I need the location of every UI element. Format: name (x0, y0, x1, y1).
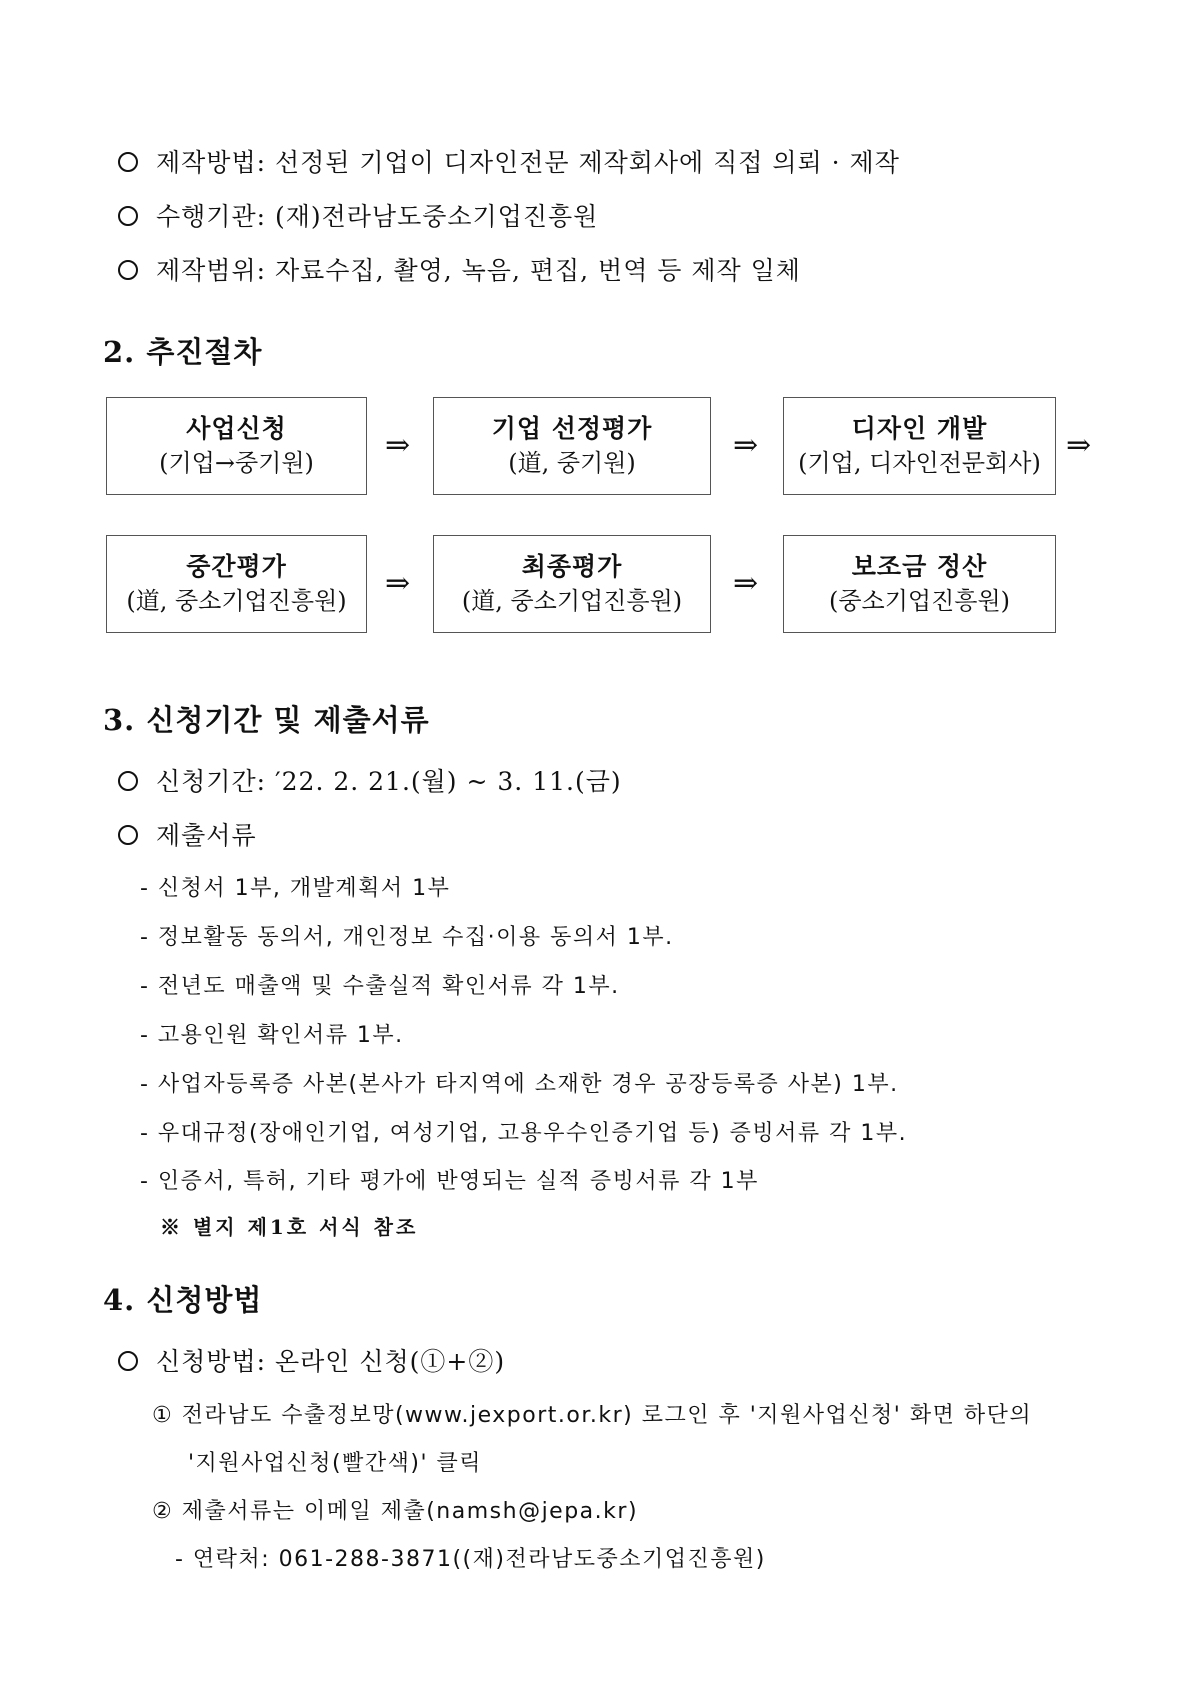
step-sub: (道, 중기원) (508, 449, 636, 477)
circle-bullet-icon (118, 1351, 138, 1371)
step-title: 보조금 정산 (851, 552, 988, 581)
circle-bullet-icon (118, 152, 138, 172)
step-box-selection (433, 397, 711, 495)
step-sub: (기업, 디자인전문회사) (798, 449, 1041, 477)
step-one-line-cont: '지원사업신청(빨간색)' 클릭 (188, 1451, 483, 1476)
doc-item: - 우대규정(장애인기업, 여성기업, 고용우수인증기업 등) 증빙서류 각 1부. (140, 1121, 908, 1146)
form-reference-note: ※ 별지 제1호 서식 참조 (160, 1215, 419, 1239)
circle-bullet-icon (118, 260, 138, 280)
step-sub: (중소기업진흥원) (828, 587, 1010, 615)
right-double-arrow-icon: ⇒ (1066, 428, 1092, 463)
step-title: 최종평가 (521, 552, 623, 581)
method-online-bullet: 신청방법: 온라인 신청(①+②) (118, 1342, 505, 1378)
step-box-apply (106, 397, 367, 495)
step-title: 중간평가 (186, 552, 287, 581)
section-title-period-docs: 3. 신청기간 및 제출서류 (103, 703, 430, 737)
period-bullet: 신청기간: ′22. 2. 21.(월) ~ 3. 11.(금) (118, 762, 622, 798)
step-one-line: ① 전라남도 수출정보망(www.jexport.or.kr) 로그인 후 '지원사업신청' 화면 하단의 (152, 1403, 1033, 1428)
step-title: 기업 선정평가 (491, 414, 653, 443)
step-sub: (道, 중소기업진흥원) (126, 587, 347, 615)
doc-item: - 인증서, 특허, 기타 평가에 반영되는 실적 증빙서류 각 1부 (140, 1169, 759, 1194)
section-title-procedure: 2. 추진절차 (103, 335, 263, 369)
doc-item: - 전년도 매출액 및 수출실적 확인서류 각 1부. (140, 974, 620, 999)
method-bullet: 제작방법: 선정된 기업이 디자인전문 제작회사에 직접 의뢰 · 제작 (118, 143, 900, 179)
step-box-midterm (106, 535, 367, 633)
step-box-settlement (783, 535, 1056, 633)
step-sub: (기업→중기원) (159, 449, 314, 477)
step-title: 디자인 개발 (851, 414, 988, 443)
step-title: 사업신청 (186, 414, 287, 443)
step-two-line: ② 제출서류는 이메일 제출(namsh@jepa.kr) (152, 1499, 639, 1524)
right-double-arrow-icon: ⇒ (385, 428, 411, 463)
scope-bullet: 제작범위: 자료수집, 촬영, 녹음, 편집, 번역 등 제작 일체 (118, 251, 801, 287)
agency-bullet: 수행기관: (재)전라남도중소기업진흥원 (118, 197, 598, 233)
doc-item: - 고용인원 확인서류 1부. (140, 1023, 404, 1048)
right-double-arrow-icon: ⇒ (385, 566, 411, 601)
right-double-arrow-icon: ⇒ (733, 566, 759, 601)
step-box-design (783, 397, 1056, 495)
doc-item: - 신청서 1부, 개발계획서 1부 (140, 876, 451, 901)
docs-bullet: 제출서류 (118, 816, 257, 852)
section-title-method: 4. 신청방법 (103, 1283, 263, 1317)
circle-bullet-icon (118, 206, 138, 226)
step-box-final (433, 535, 711, 633)
doc-item: - 정보활동 동의서, 개인정보 수집·이용 동의서 1부. (140, 925, 674, 950)
circle-bullet-icon (118, 771, 138, 791)
doc-item: - 사업자등록증 사본(본사가 타지역에 소재한 경우 공장등록증 사본) 1부. (140, 1072, 899, 1097)
circle-bullet-icon (118, 825, 138, 845)
step-sub: (道, 중소기업진흥원) (461, 587, 683, 615)
contact-line: - 연락처: 061-288-3871((재)전라남도중소기업진흥원) (175, 1547, 766, 1572)
right-double-arrow-icon: ⇒ (733, 428, 759, 463)
